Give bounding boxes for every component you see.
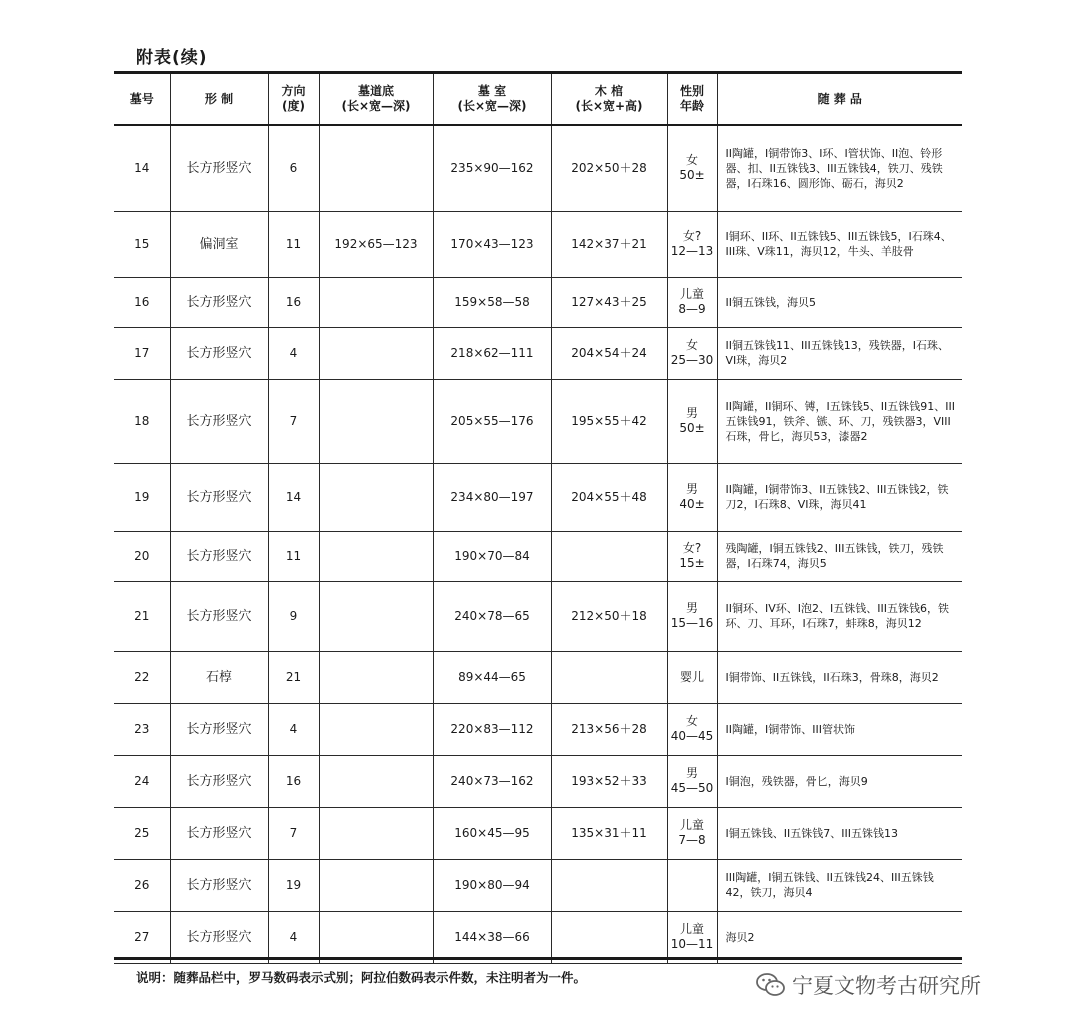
cell-passage — [319, 277, 433, 327]
cell-direction: 4 — [268, 911, 319, 963]
burial-table — [114, 74, 962, 964]
cell-chamber: 220×83—112 — [433, 703, 551, 755]
table-row — [114, 581, 962, 651]
table-row — [114, 651, 962, 703]
cell-grave-goods: I铜环、II环、II五铢钱5、III五铢钱5，I石珠4、III珠、V珠11，海贝12，牛头、羊肢骨 — [717, 211, 962, 277]
cell-grave-goods: I铜带饰、II五铢钱，II石珠3，骨珠8，海贝2 — [717, 651, 962, 703]
cell-shape: 石椁 — [170, 651, 268, 703]
cell-coffin: 213×56＋28 — [551, 703, 667, 755]
cell-direction: 19 — [268, 859, 319, 911]
cell-direction: 6 — [268, 125, 319, 211]
header-goods: 随 葬 品 — [717, 74, 962, 125]
cell-grave-goods: I铜泡，残铁器，骨匕，海贝9 — [717, 755, 962, 807]
cell-sex-age — [667, 581, 717, 651]
cell-sex-age — [667, 807, 717, 859]
age-text: 50± — [679, 421, 705, 435]
cell-tomb-no: 24 — [114, 755, 170, 807]
cell-tomb-no: 23 — [114, 703, 170, 755]
sex-text: 男 — [685, 766, 698, 780]
table-row — [114, 531, 962, 581]
sex-text: 女? — [682, 541, 702, 555]
watermark-text: 宁夏文物考古研究所 — [792, 974, 981, 998]
sex-text: 儿童 — [679, 287, 704, 301]
cell-coffin: 212×50＋18 — [551, 581, 667, 651]
cell-direction: 21 — [268, 651, 319, 703]
cell-sex-age — [667, 125, 717, 211]
cell-grave-goods: II铜五铢钱，海贝5 — [717, 277, 962, 327]
cell-grave-goods: II陶罐，I铜带饰、III管状饰 — [717, 703, 962, 755]
cell-passage: 192×65—123 — [319, 211, 433, 277]
cell-chamber: 190×70—84 — [433, 531, 551, 581]
cell-grave-goods: III陶罐，I铜五铢钱、II五铢钱24、III五铢钱42，铁刀，海贝4 — [717, 859, 962, 911]
cell-coffin — [551, 859, 667, 911]
cell-grave-goods: II铜环、IV环、I泡2、I五铢钱、III五铢钱6，铁环、刀、耳环，I石珠7，蚌珠8，海贝12 — [717, 581, 962, 651]
table-title: 附表(续) — [136, 48, 208, 68]
sex-text: 男 — [685, 482, 698, 496]
cell-shape: 长方形竖穴 — [170, 911, 268, 963]
cell-chamber: 218×62—111 — [433, 327, 551, 379]
cell-coffin: 193×52＋33 — [551, 755, 667, 807]
age-text: 8—9 — [678, 302, 706, 316]
table-row — [114, 755, 962, 807]
cell-chamber: 240×78—65 — [433, 581, 551, 651]
table-row — [114, 911, 962, 963]
table-row — [114, 277, 962, 327]
sex-text: 男 — [685, 601, 698, 615]
age-text: 15—16 — [670, 616, 714, 630]
cell-sex-age — [667, 703, 717, 755]
sex-text: 儿童 — [679, 818, 704, 832]
cell-sex-age — [667, 755, 717, 807]
cell-coffin — [551, 651, 667, 703]
header-passage: 墓道底 (长×宽—深) — [319, 74, 433, 125]
cell-chamber: 190×80—94 — [433, 859, 551, 911]
cell-tomb-no: 25 — [114, 807, 170, 859]
cell-coffin: 135×31＋11 — [551, 807, 667, 859]
age-text: 10—11 — [670, 937, 714, 951]
cell-direction: 7 — [268, 379, 319, 463]
cell-sex-age — [667, 463, 717, 531]
cell-coffin: 204×54＋24 — [551, 327, 667, 379]
cell-passage — [319, 379, 433, 463]
cell-shape: 长方形竖穴 — [170, 531, 268, 581]
cell-tomb-no: 18 — [114, 379, 170, 463]
sex-text: 女? — [682, 229, 702, 243]
cell-passage — [319, 125, 433, 211]
cell-coffin: 204×55＋48 — [551, 463, 667, 531]
cell-direction: 4 — [268, 703, 319, 755]
cell-shape: 长方形竖穴 — [170, 807, 268, 859]
cell-tomb-no: 20 — [114, 531, 170, 581]
cell-direction: 11 — [268, 531, 319, 581]
cell-grave-goods: II陶罐，I铜带饰3、II五铢钱2、III五铢钱2，铁刀2，I石珠8、VI珠，海贝41 — [717, 463, 962, 531]
cell-chamber: 234×80—197 — [433, 463, 551, 531]
cell-shape: 长方形竖穴 — [170, 463, 268, 531]
cell-shape: 长方形竖穴 — [170, 703, 268, 755]
sex-text: 女 — [685, 153, 698, 168]
age-text: 50± — [679, 168, 705, 183]
cell-sex-age — [667, 327, 717, 379]
cell-direction: 7 — [268, 807, 319, 859]
cell-passage — [319, 755, 433, 807]
cell-passage — [319, 703, 433, 755]
table-row — [114, 379, 962, 463]
cell-coffin — [551, 531, 667, 581]
cell-passage — [319, 651, 433, 703]
cell-tomb-no: 26 — [114, 859, 170, 911]
cell-coffin: 142×37＋21 — [551, 211, 667, 277]
table-row — [114, 807, 962, 859]
cell-direction: 16 — [268, 277, 319, 327]
cell-sex-age — [667, 531, 717, 581]
cell-chamber: 235×90—162 — [433, 125, 551, 211]
table-row — [114, 211, 962, 277]
cell-shape: 长方形竖穴 — [170, 755, 268, 807]
cell-chamber: 159×58—58 — [433, 277, 551, 327]
sex-text: 男 — [685, 406, 698, 420]
cell-tomb-no: 17 — [114, 327, 170, 379]
table-row — [114, 859, 962, 911]
cell-passage — [319, 911, 433, 963]
sex-text: 婴儿 — [679, 669, 704, 684]
cell-shape: 长方形竖穴 — [170, 277, 268, 327]
cell-grave-goods: 海贝2 — [717, 911, 962, 963]
cell-sex-age — [667, 651, 717, 703]
cell-shape: 长方形竖穴 — [170, 379, 268, 463]
cell-tomb-no: 14 — [114, 125, 170, 211]
table-row — [114, 463, 962, 531]
cell-sex-age — [667, 379, 717, 463]
cell-passage — [319, 531, 433, 581]
cell-direction: 11 — [268, 211, 319, 277]
age-text: 40—45 — [670, 729, 714, 743]
watermark — [756, 970, 981, 1000]
cell-grave-goods: II陶罐，I铜带饰3、I环、I管状饰、II泡、铃形器、扣、II五铢钱3、III五铢钱4，铁刀、残铁器，I石珠16、圆形饰、砺石，海贝2 — [717, 125, 962, 211]
cell-shape: 长方形竖穴 — [170, 125, 268, 211]
table-note: 说明：随葬品栏中，罗马数码表示式别；阿拉伯数码表示件数，未注明者为一件。 — [136, 970, 587, 985]
cell-chamber: 240×73—162 — [433, 755, 551, 807]
cell-tomb-no: 19 — [114, 463, 170, 531]
header-row — [114, 74, 962, 125]
cell-shape: 长方形竖穴 — [170, 581, 268, 651]
age-text: 25—30 — [670, 353, 714, 367]
age-text: 45—50 — [670, 781, 714, 795]
cell-coffin: 195×55＋42 — [551, 379, 667, 463]
cell-coffin: 127×43＋25 — [551, 277, 667, 327]
cell-tomb-no: 22 — [114, 651, 170, 703]
cell-shape: 偏洞室 — [170, 211, 268, 277]
cell-grave-goods: I铜五铢钱、II五铢钱7、III五铢钱13 — [717, 807, 962, 859]
table-row — [114, 327, 962, 379]
age-text: 12—13 — [670, 244, 714, 258]
header-sex-age: 性别 年龄 — [667, 74, 717, 125]
cell-grave-goods: II陶罐，II铜环、镈，I五铢钱5、II五铢钱91、III五铢钱91，铁斧、镞、环、刀，残铁器3，VIII石珠，骨匕，海贝53，漆器2 — [717, 379, 962, 463]
cell-passage — [319, 859, 433, 911]
cell-passage — [319, 581, 433, 651]
cell-sex-age — [667, 911, 717, 963]
cell-passage — [319, 327, 433, 379]
sex-text: 儿童 — [679, 922, 704, 936]
cell-direction: 14 — [268, 463, 319, 531]
header-coffin: 木 棺 (长×宽+高) — [551, 74, 667, 125]
cell-shape: 长方形竖穴 — [170, 859, 268, 911]
cell-passage — [319, 463, 433, 531]
wechat-icon — [756, 972, 786, 998]
cell-direction: 4 — [268, 327, 319, 379]
cell-shape: 长方形竖穴 — [170, 327, 268, 379]
cell-direction: 16 — [268, 755, 319, 807]
sex-text: 女 — [685, 338, 698, 352]
cell-chamber: 144×38—66 — [433, 911, 551, 963]
sex-text: 女 — [685, 714, 698, 728]
bottom-rule — [114, 957, 962, 960]
cell-tomb-no: 21 — [114, 581, 170, 651]
header-direction: 方向 (度) — [268, 74, 319, 125]
cell-sex-age — [667, 859, 717, 911]
cell-chamber: 89×44—65 — [433, 651, 551, 703]
cell-tomb-no: 27 — [114, 911, 170, 963]
cell-chamber: 205×55—176 — [433, 379, 551, 463]
cell-sex-age — [667, 277, 717, 327]
header-shape: 形 制 — [170, 74, 268, 125]
cell-coffin — [551, 911, 667, 963]
cell-passage — [319, 807, 433, 859]
cell-chamber: 160×45—95 — [433, 807, 551, 859]
cell-direction: 9 — [268, 581, 319, 651]
cell-grave-goods: II铜五铢钱11、III五铢钱13，残铁器，I石珠、VI珠，海贝2 — [717, 327, 962, 379]
cell-tomb-no: 15 — [114, 211, 170, 277]
header-chamber: 墓 室 (长×宽—深) — [433, 74, 551, 125]
cell-grave-goods: 残陶罐，I铜五铢钱2、III五铢钱，铁刀，残铁器，I石珠74，海贝5 — [717, 531, 962, 581]
cell-chamber: 170×43—123 — [433, 211, 551, 277]
header-no: 墓号 — [114, 74, 170, 125]
cell-coffin: 202×50＋28 — [551, 125, 667, 211]
age-text: 40± — [679, 497, 705, 511]
table-row — [114, 703, 962, 755]
cell-tomb-no: 16 — [114, 277, 170, 327]
age-text: 15± — [679, 556, 705, 570]
age-text: 7—8 — [678, 833, 706, 847]
table-row — [114, 125, 962, 211]
cell-sex-age — [667, 211, 717, 277]
